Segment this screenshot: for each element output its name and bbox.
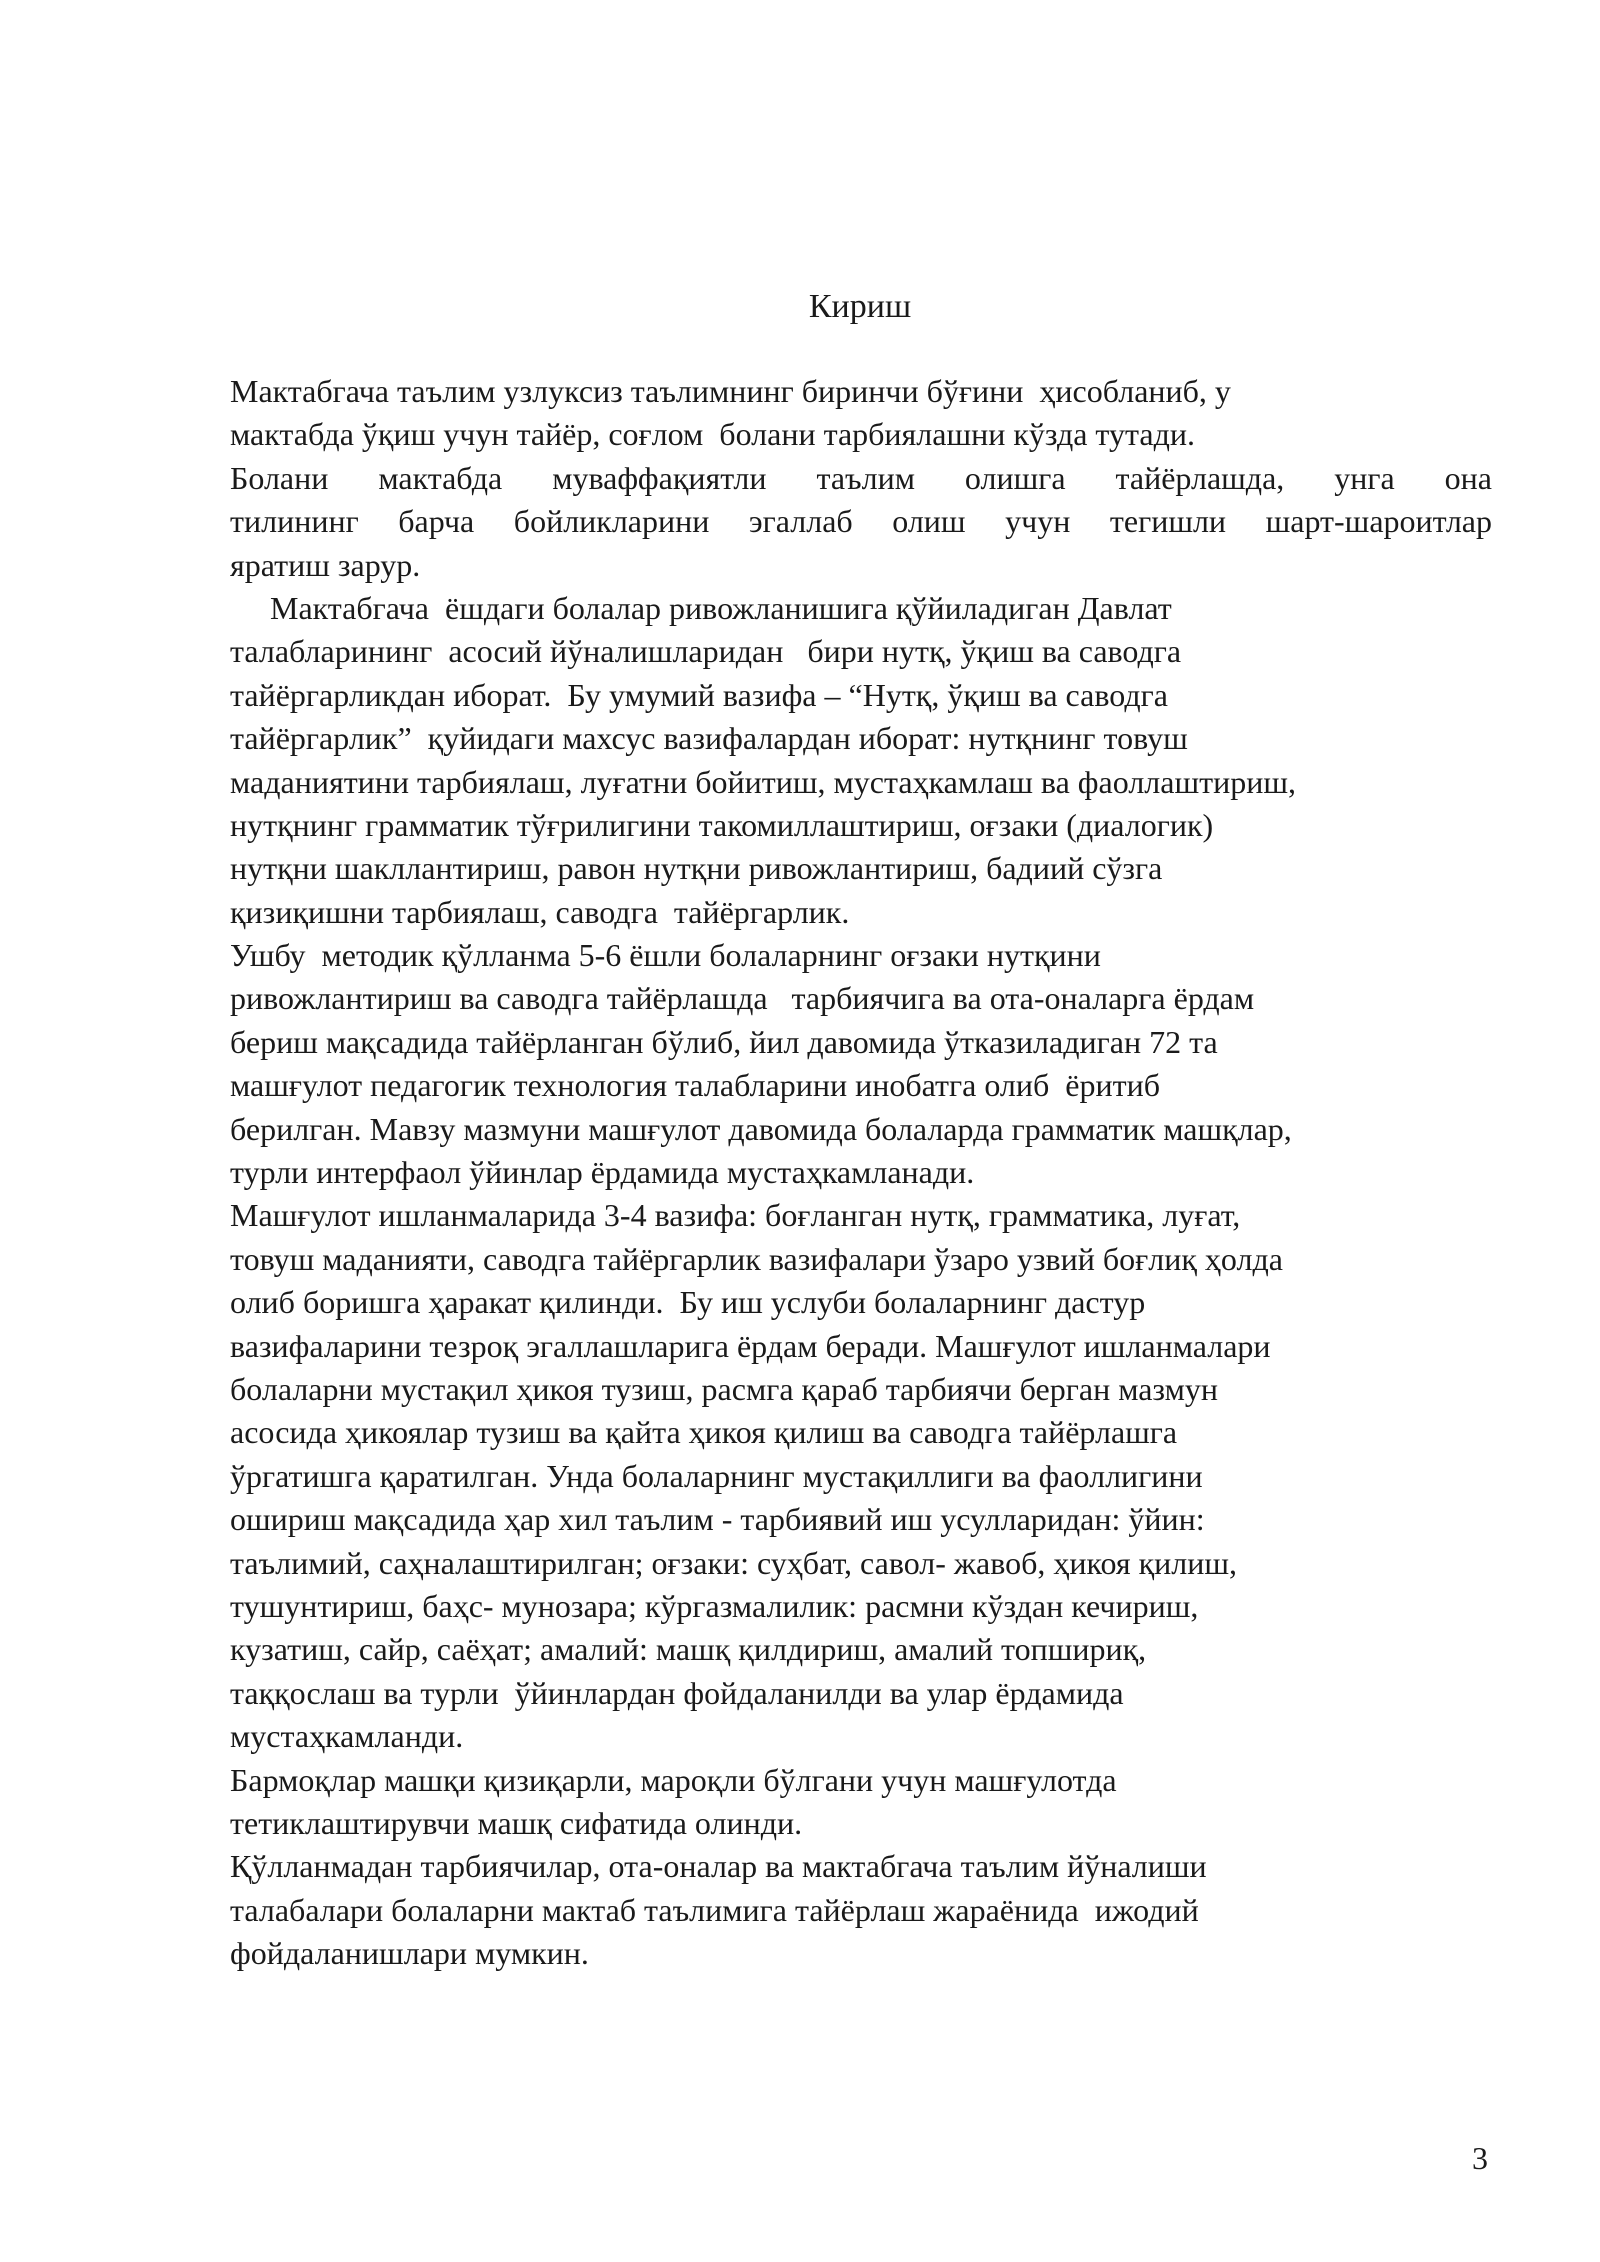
text-line: тилининг барча бойликларини эгаллаб олиш учун тегишли шарт-шароитлар xyxy=(230,503,1492,540)
text-line: тетиклаштирувчи машқ сифатида олинди. xyxy=(230,1804,803,1841)
text-line: талабларининг асосий йўналишларидан бири нутқ, ўқиш ва саводга xyxy=(230,633,1182,670)
text-line: машғулот педагогик технология талабларини инобатга олиб ёритиб xyxy=(230,1067,1160,1104)
text-line: Ушбу методик қўлланма 5-6 ёшли болаларнинг оғзаки нутқини xyxy=(230,937,1101,974)
body-text xyxy=(230,370,1492,1975)
text-line: маданиятини тарбиялаш, луғатни бойитиш, мустаҳкамлаш ва фаоллаштириш, xyxy=(230,763,1296,800)
text-line: Машғулот ишланмаларида 3-4 вазифа: боғланган нутқ, грамматика, луғат, xyxy=(230,1197,1241,1234)
text-line: нутқнинг грамматик тўғрилигини такомиллаштириш, оғзаки (диалогик) xyxy=(230,806,1214,843)
text-line: мактабда ўқиш учун тайёр, соғлом болани тарбиялашни кўзда тутади. xyxy=(230,416,1195,453)
text-line: бериш мақсадида тайёрланган бўлиб, йил давомида ўтказиладиган 72 та xyxy=(230,1023,1218,1060)
text-line: нутқни шакллантириш, равон нутқни ривожлантириш, бадиий сўзга xyxy=(230,850,1163,887)
text-line: ошириш мақсадида ҳар хил таълим - тарбиявий иш усулларидан: ўйин: xyxy=(230,1501,1205,1538)
text-line: кузатиш, сайр, саёҳат; амалий: машқ қилдириш, амалий топшириқ, xyxy=(230,1631,1147,1668)
text-line: Мактабгача таълим узлуксиз таълимнинг биринчи бўғини ҳисобланиб, у xyxy=(230,373,1231,409)
text-line: Мактабгача ёшдаги болалар ривожланишига қўйиладиган Давлат xyxy=(230,589,1172,626)
text-line: таққослаш ва турли ўйинлардан фойдаланилди ва улар ёрдамида xyxy=(230,1674,1124,1711)
text-line: тушунтириш, баҳс- мунозара; кўргазмалилик: расмни кўздан кечириш, xyxy=(230,1587,1199,1624)
text-line: мустаҳкамланди. xyxy=(230,1718,464,1755)
text-line: Бармоқлар машқи қизиқарли, мароқли бўлгани учун машғулотда xyxy=(230,1761,1117,1798)
text-line: Қўлланмадан тарбиячилар, ота-оналар ва мактабгача таълим йўналиши xyxy=(230,1848,1207,1885)
text-line: талабалари болаларни мактаб таълимига тайёрлаш жараёнида ижодий xyxy=(230,1891,1199,1928)
text-line: қизиқишни тарбиялаш, саводга тайёргарлик. xyxy=(230,893,850,930)
text-line: ривожлантириш ва саводга тайёрлашда тарбиячига ва ота-оналарга ёрдам xyxy=(230,980,1255,1017)
text-line: яратиш зарур. xyxy=(230,546,421,583)
text-line: олиб боришга ҳаракат қилинди. Бу иш услуби болаларнинг дастур xyxy=(230,1284,1146,1321)
text-line: болаларни мустақил ҳикоя тузиш, расмга қараб тарбиячи берган мазмун xyxy=(230,1370,1218,1407)
text-line: берилган. Мавзу мазмуни машғулот давомида болаларда грамматик машқлар, xyxy=(230,1110,1292,1147)
text-line: товуш маданияти, саводга тайёргарлик вазифалари ўзаро узвий боғлиқ ҳолда xyxy=(230,1240,1283,1277)
text-line: вазифаларини тезроқ эгаллашларига ёрдам беради. Машғулот ишланмалари xyxy=(230,1327,1271,1364)
page-title: Кириш xyxy=(808,288,912,325)
text-line: таълимий, саҳналаштирилган; оғзаки: суҳбат, савол- жавоб, ҳикоя қилиш, xyxy=(230,1544,1237,1581)
page-number: 3 xyxy=(1472,2140,1488,2176)
text-line: турли интерфаол ўйинлар ёрдамида мустаҳкамланади. xyxy=(230,1154,975,1191)
text-line: Болани мактабда муваффақиятли таълим олишга тайёрлашда, унга она xyxy=(230,459,1492,496)
text-line: тайёргарликдан иборат. Бу умумий вазифа – “Нутқ, ўқиш ва саводга xyxy=(230,676,1168,713)
text-line: фойдаланишлари мумкин. xyxy=(230,1935,589,1972)
text-line: ўргатишга қаратилган. Унда болаларнинг мустақиллиги ва фаоллигини xyxy=(230,1457,1203,1494)
text-line: тайёргарлик” қуйидаги махсус вазифалардан иборат: нутқнинг товуш xyxy=(230,720,1188,757)
text-line: асосида ҳикоялар тузиш ва қайта ҳикоя қилиш ва саводга тайёрлашга xyxy=(230,1414,1178,1451)
